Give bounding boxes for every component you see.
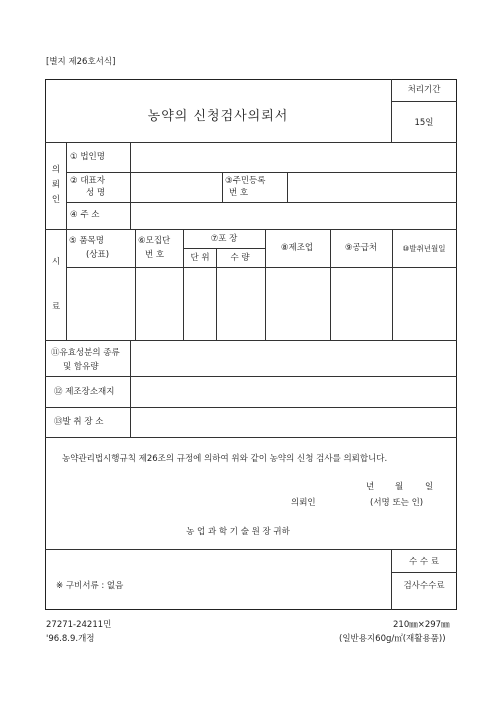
- factory-address-field[interactable]: [131, 377, 456, 406]
- sampling-place-label: ⑬발 취 장 소: [54, 417, 104, 427]
- address-label: ④ 주 소: [70, 210, 100, 220]
- form-reference: [별지 제26호서식]: [46, 57, 116, 67]
- rep-name-field[interactable]: [131, 173, 221, 201]
- resident-no-label-2: 번 호: [229, 188, 249, 198]
- processing-period-label: 처리기간: [407, 85, 441, 95]
- divider: [45, 549, 457, 550]
- rep-name-label-2: 성 명: [86, 188, 106, 198]
- supplier-label: ⑨공급처: [344, 243, 378, 253]
- revision-date: '96.8.9.개정: [46, 634, 95, 644]
- packaging-quantity-label: 수 량: [230, 253, 250, 263]
- lot-no-label: ⑥모집단: [138, 236, 171, 246]
- divider: [45, 437, 457, 438]
- requester-label-char: 의: [51, 165, 61, 175]
- requester-label-char: 뢰: [51, 180, 61, 190]
- lot-no-field[interactable]: [136, 268, 182, 339]
- signer-label: 의뢰인: [291, 498, 316, 508]
- ingredient-label: ⑪유효성분의 종류: [51, 348, 120, 358]
- resident-no-field[interactable]: [288, 173, 456, 201]
- divider: [391, 549, 392, 610]
- sample-label-char: 시: [51, 257, 61, 267]
- form-number: 27271-24211민: [46, 620, 112, 630]
- paper-type: (일반용지60g/㎡(재활용품)): [339, 634, 446, 644]
- corp-name-field[interactable]: [131, 143, 456, 171]
- form-title: 농약의 신청검사의뢰서: [147, 109, 289, 124]
- packaging-label: ⑦포 장: [210, 234, 238, 244]
- packaging-quantity-field[interactable]: [217, 268, 264, 339]
- date-day: 일: [425, 482, 434, 492]
- divider: [45, 229, 457, 230]
- factory-address-label: ⑫ 제조장소재지: [54, 387, 115, 397]
- rep-name-label: ② 대표자: [70, 176, 105, 186]
- manufacturer-field[interactable]: [266, 268, 329, 339]
- addressee: 농 업 과 학 기 술 원 장 귀하: [186, 527, 290, 537]
- fee-value: 검사수수료: [403, 581, 445, 591]
- ingredient-label-2: 및 함유량: [63, 362, 99, 372]
- date-year: 년: [366, 482, 375, 492]
- supplier-field[interactable]: [331, 268, 391, 339]
- packaging-unit-field[interactable]: [184, 268, 215, 339]
- sampling-date-field[interactable]: [393, 268, 456, 339]
- divider: [391, 101, 457, 102]
- sampling-place-field[interactable]: [131, 408, 456, 436]
- address-field[interactable]: [131, 203, 456, 228]
- date-month: 월: [395, 482, 404, 492]
- product-name-field[interactable]: [67, 268, 134, 339]
- sampling-date-label: ⑩발취년월일: [402, 244, 446, 253]
- divider: [222, 172, 223, 202]
- paper-size: 210㎜×297㎜: [393, 620, 450, 630]
- product-name-label-2: (상표): [86, 250, 110, 260]
- lot-no-label-2: 번 호: [145, 250, 165, 260]
- divider: [391, 79, 392, 142]
- product-name-label: ⑤ 품목명: [69, 236, 104, 246]
- attachments-note: ※ 구비서류 : 없음: [56, 581, 124, 591]
- ingredient-field[interactable]: [131, 341, 456, 375]
- packaging-unit-label: 단 위: [190, 253, 210, 263]
- resident-no-label: ③주민등록: [225, 176, 266, 186]
- manufacturer-label: ⑧제조업: [280, 243, 314, 253]
- processing-period-value: 15일: [414, 118, 434, 128]
- sample-label-char: 료: [51, 302, 61, 312]
- application-statement: 농약관리법시행규칙 제26조의 규정에 의하여 위와 같이 농약의 신청 검사를 의뢰합니다.: [62, 454, 388, 464]
- divider: [183, 248, 265, 249]
- requester-label-char: 인: [51, 195, 61, 205]
- divider: [391, 572, 457, 573]
- corp-name-label: ① 법인명: [70, 152, 105, 162]
- signature-note: (서명 또는 인): [370, 498, 424, 508]
- fee-label: 수 수 료: [408, 557, 440, 567]
